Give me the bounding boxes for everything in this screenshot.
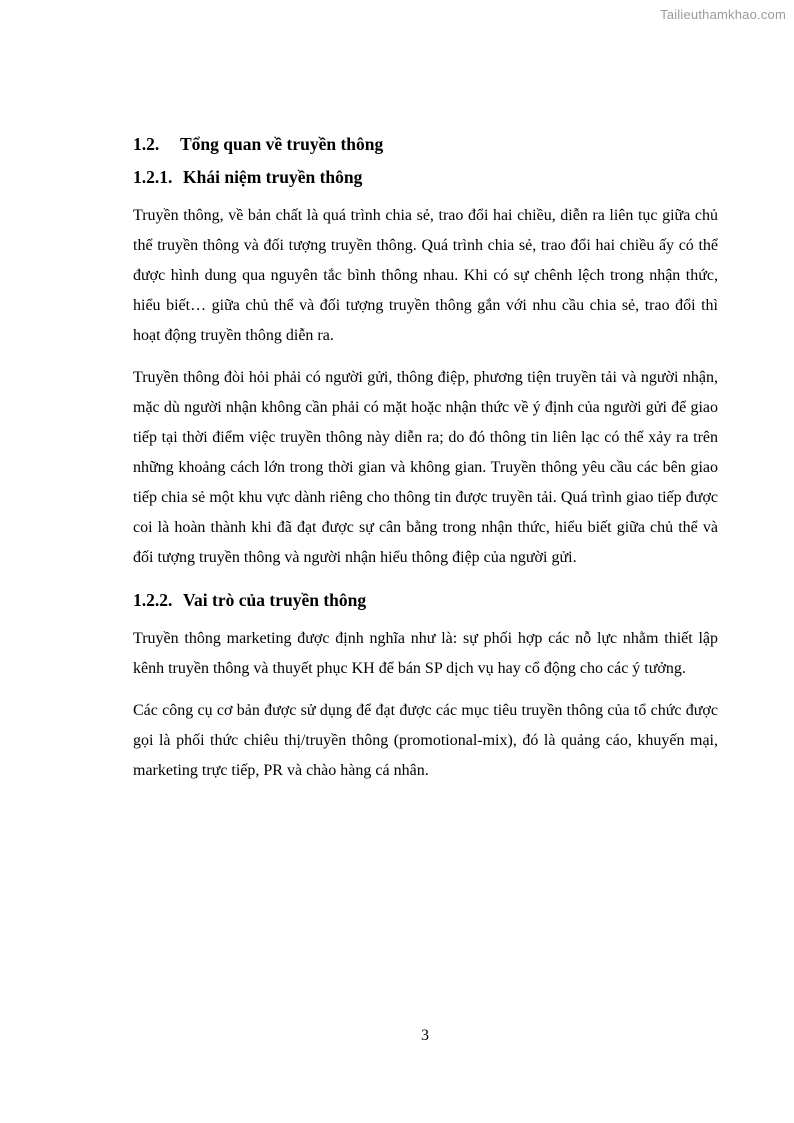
subsection-title: Vai trò của truyền thông xyxy=(183,590,367,610)
subsection-heading-role xyxy=(133,585,718,615)
section-title: Tổng quan về truyền thông xyxy=(180,134,384,154)
page-number: 3 xyxy=(421,1027,429,1044)
subsection-heading-concept xyxy=(133,162,718,192)
paragraph: Truyền thông đòi hỏi phải có người gửi, thông điệp, phương tiện truyền tải và người nhận, mặc dù người nhận không cần phải có mặt hoặc nhận thức về ý định của người gửi để giao tiếp tại thời điểm việc truyền thông này diễn ra; do đó thông tin liên lạc có thể xảy ra trên những khoảng cách lớn trong thời gian và không gian. Truyền thông yêu cầu các bên giao tiếp chia sẻ một khu vực dành riêng cho thông tin được truyền tải. Quá trình giao tiếp được coi là hoàn thành khi đã đạt được sự cân bằng trong nhận thức, hiểu biết giữa chủ thể và đối tượng truyền thông và người nhận hiểu thông điệp của người gửi. xyxy=(133,369,718,566)
section-heading xyxy=(133,129,718,159)
paragraph: Truyền thông, về bản chất là quá trình chia sẻ, trao đổi hai chiều, diễn ra liên tục giữa chủ thể truyền thông và đối tượng truyền thông. Quá trình chia sẻ, trao đổi hai chiều ấy có thể được hình dung qua nguyên tắc bình thông nhau. Khi có sự chênh lệch trong nhận thức, hiểu biết… giữa chủ thể và đối tượng truyền thông gắn với nhu cầu chia sẻ, trao đổi thì hoạt động truyền thông diễn ra. xyxy=(133,207,718,344)
subsection-number: 1.2.1. xyxy=(133,167,173,187)
watermark: Tailieuthamkhao.com xyxy=(660,7,786,22)
subsection-title: Khái niệm truyền thông xyxy=(183,167,363,187)
document-body xyxy=(133,129,718,798)
paragraph: Các công cụ cơ bản được sử dụng để đạt được các mục tiêu truyền thông của tổ chức được gọi là phối thức chiêu thị/truyền thông (promotional-mix), đó là quảng cáo, khuyến mại, marketing trực tiếp, PR và chào hàng cá nhân. xyxy=(133,702,718,779)
subsection-number: 1.2.2. xyxy=(133,590,173,610)
paragraph: Truyền thông marketing được định nghĩa như là: sự phối hợp các nỗ lực nhằm thiết lập kênh truyền thông và thuyết phục KH để bán SP dịch vụ hay cổ động cho các ý tưởng. xyxy=(133,630,718,677)
section-number: 1.2. xyxy=(133,134,160,154)
